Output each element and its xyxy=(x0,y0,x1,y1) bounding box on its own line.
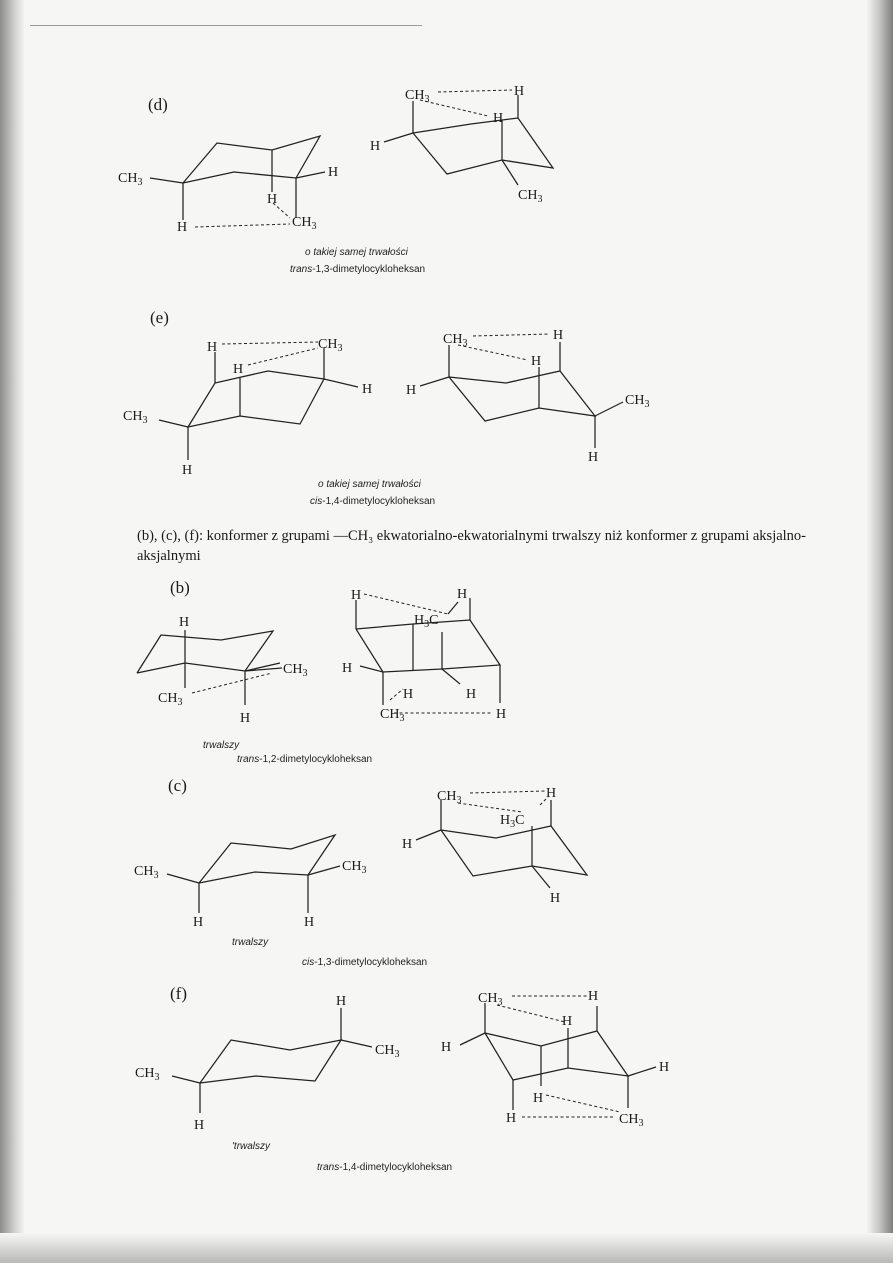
molecule-c-chair-2 xyxy=(402,786,587,906)
atom-ch3: $CH_3$ xyxy=(292,215,317,232)
atom-ch3: $CH_3$ xyxy=(283,662,308,679)
atom-ch3: $CH_3$ xyxy=(405,88,430,105)
caption-b-stable: trwalszy xyxy=(203,740,240,751)
caption-f-compound: trans-1,4-dimetylocykloheksan xyxy=(317,1162,453,1173)
atom-ch3: $CH_3$ xyxy=(478,991,503,1008)
atom-h: H xyxy=(351,588,362,603)
atom-h: H xyxy=(207,340,218,355)
molecule-b-chair-1 xyxy=(137,615,307,726)
atom-h: H xyxy=(588,450,599,465)
atom-h: H xyxy=(514,84,525,99)
atom-h: H xyxy=(342,661,353,676)
atom-h: H xyxy=(457,587,468,602)
label-e: (e) xyxy=(150,308,169,327)
atom-h: H xyxy=(182,463,193,478)
atom-h: H xyxy=(441,1040,452,1055)
atom-ch3: $CH_3$ xyxy=(158,691,183,708)
atom-ch3: $CH_3$ xyxy=(380,707,405,724)
atom-h: H xyxy=(179,615,190,630)
atom-h: H xyxy=(406,383,417,398)
atom-ch3: $CH_3$ xyxy=(318,337,343,354)
atom-ch3: $CH_3$ xyxy=(135,1066,160,1083)
atom-ch3: $CH_3$ xyxy=(619,1112,644,1129)
molecule-d-chair-1 xyxy=(118,136,338,235)
atom-h: H xyxy=(553,328,564,343)
atom-ch3: $CH_3$ xyxy=(375,1043,400,1060)
atom-h: H xyxy=(267,192,278,207)
atom-h: H xyxy=(466,687,477,702)
atom-h: H xyxy=(402,837,413,852)
atom-h: H xyxy=(193,915,204,930)
atom-h: H xyxy=(336,994,347,1009)
atom-h: H xyxy=(506,1111,517,1126)
molecule-f-chair-1 xyxy=(135,994,399,1133)
caption-d-compound: trans-1,3-dimetylocykloheksan xyxy=(290,264,426,275)
atom-h: H xyxy=(588,989,599,1004)
molecule-b-chair-2 xyxy=(342,587,506,724)
atom-ch3: $CH_3$ xyxy=(342,859,367,876)
caption-e-line1: o takiej samej trwałości xyxy=(318,479,421,490)
atom-h: H xyxy=(403,687,414,702)
atom-ch3: $CH_3$ xyxy=(518,188,543,205)
atom-ch3: $CH_3$ xyxy=(123,409,148,426)
molecule-e-chair-1 xyxy=(123,337,372,478)
conclusion-paragraph: (b), (c), (f): konformer z grupami —CH₃ ekwatorialno-ekwatorialnymi trwalszy niż konformer z grupami aksjalno-aksjalnymi xyxy=(137,528,807,564)
atom-ch3: $CH_3$ xyxy=(443,332,468,349)
label-c: (c) xyxy=(168,776,187,795)
atom-h: H xyxy=(533,1091,544,1106)
atom-h: H xyxy=(194,1118,205,1133)
atom-h: H xyxy=(531,354,542,369)
atom-ch3: $CH_3$ xyxy=(625,393,650,410)
molecule-c-chair-1 xyxy=(134,835,366,930)
molecule-e-chair-2 xyxy=(406,328,649,465)
caption-b-compound: trans-1,2-dimetylocykloheksan xyxy=(237,754,373,765)
molecule-f-chair-2 xyxy=(441,989,669,1129)
atom-h: H xyxy=(177,220,188,235)
caption-c-stable: trwalszy xyxy=(232,937,269,948)
label-b: (b) xyxy=(170,578,190,597)
atom-h: H xyxy=(496,707,507,722)
caption-f-stable: 'trwalszy xyxy=(232,1141,271,1152)
caption-d-line1: o takiej samej trwałości xyxy=(305,247,408,258)
atom-h: H xyxy=(304,915,315,930)
atom-ch3: $CH_3$ xyxy=(437,789,462,806)
label-f: (f) xyxy=(170,984,187,1003)
atom-h: H xyxy=(240,711,251,726)
label-d: (d) xyxy=(148,95,168,114)
molecule-d-chair-2 xyxy=(370,84,553,205)
atom-h: H xyxy=(362,382,373,397)
atom-h: H xyxy=(562,1014,573,1029)
caption-e-compound: cis-1,4-dimetylocykloheksan xyxy=(310,496,436,507)
atom-ch3: $CH_3$ xyxy=(118,171,143,188)
atom-h: H xyxy=(493,111,504,126)
atom-h3c: $H_3C$ xyxy=(500,813,525,830)
caption-c-compound: cis-1,3-dimetylocykloheksan xyxy=(302,957,428,968)
atom-h: H xyxy=(370,139,381,154)
atom-h: H xyxy=(550,891,561,906)
atom-ch3: $CH_3$ xyxy=(134,864,159,881)
atom-h: H xyxy=(233,362,244,377)
atom-h3c: $H_3C$ xyxy=(414,613,439,630)
atom-h: H xyxy=(659,1060,670,1075)
atom-h: H xyxy=(546,786,557,801)
atom-h: H xyxy=(328,165,339,180)
